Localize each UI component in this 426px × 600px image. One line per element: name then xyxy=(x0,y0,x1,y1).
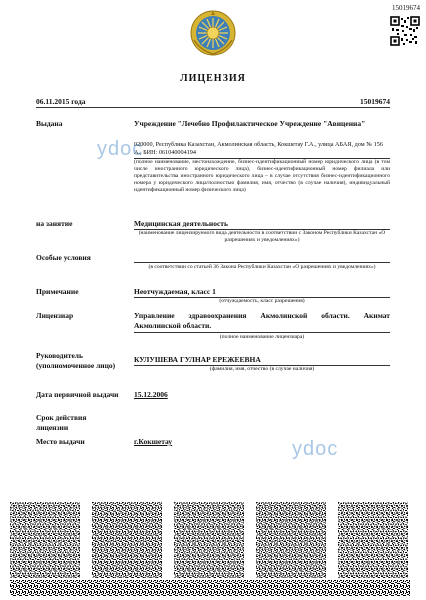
issued-address: 020000, Республика Казахстан, Акмолинская область, Кокшетау Г.А., улица АБАЯ, дом № 156 А., БИН: 061040004194 xyxy=(134,141,383,156)
page-title: ЛИЦЕНЗИЯ xyxy=(180,73,246,84)
qr-code xyxy=(390,16,420,46)
watermark-ydoc-2: ydoc xyxy=(292,438,339,460)
activity-label: на занятие xyxy=(36,219,73,228)
conditions-caption: (в соответствии со статьей 36 Закона Республики Казахстан «О разрешениях и уведомлениях») xyxy=(148,264,376,270)
security-barcode-5 xyxy=(338,502,408,578)
first-issue-label: Дата первичной выдачи xyxy=(36,390,119,399)
state-emblem-icon xyxy=(190,10,236,56)
issued-caption: (полное наименование, местонахождение, бизнес-идентификационный номер юридического лица (в том числе иностранного юридического лица), бизнес-идентификационный номер филиала или представительства иностранного юридического лица – в случае отсутствия бизнес-идентификационного номера у юридического лица/полностью фамилия, имя, отчество (в случае наличия), индивидуальный идентификационный номер физического лица) xyxy=(134,159,390,193)
head-label: Руководитель xyxy=(36,351,83,360)
license-number: 15019674 xyxy=(360,97,390,106)
head-value: КУЛУШЕВА ГУЛНАР ЕРЕЖЕЕВНА xyxy=(134,355,261,364)
note-label: Примечание xyxy=(36,287,79,296)
conditions-label: Особые условия xyxy=(36,253,91,262)
security-barcode-3 xyxy=(174,502,244,578)
document-number-top: 15019674 xyxy=(392,4,420,12)
licensor-label: Лицензиар xyxy=(36,311,74,320)
activity-value: Медицинская деятельность xyxy=(134,219,228,228)
head-label-sub: (уполномоченное лицо) xyxy=(36,361,116,370)
issued-label: Выдана xyxy=(36,119,63,128)
watermark-ydoc-1: ydoc xyxy=(97,138,144,160)
licensor-caption: (полное наименование лицензиара) xyxy=(219,334,305,340)
license-date: 06.11.2015 года xyxy=(36,97,86,106)
place-value: г.Кокшетау xyxy=(134,437,173,446)
security-barcode-4 xyxy=(256,502,326,578)
note-caption: (отчуждаемость, класс разрешения) xyxy=(219,298,305,304)
validity-label-sub: лицензии xyxy=(36,423,69,432)
licensor-value: Управление здравоохранения Акмолинской области. Акимат Акмолинской области. xyxy=(134,311,390,330)
head-caption: (фамилия, имя, отчество (в случае наличия) xyxy=(209,366,315,372)
validity-label: Срок действия xyxy=(36,413,87,422)
activity-caption: (наименование лицензируемого вида деятельности в соответствии с Законом Республики Казахстан «О разрешениях и уведомлениях») xyxy=(138,230,386,243)
security-barcode-1 xyxy=(10,502,80,578)
first-issue-value: 15.12.2006 xyxy=(134,390,168,399)
security-barcode-strip xyxy=(10,580,410,596)
issued-organization: Учреждение "Лечебно Профилактическое Учреждение "Авиценна" xyxy=(134,119,366,128)
place-label: Место выдачи xyxy=(36,437,85,446)
note-value: Неотчуждаемая, класс 1 xyxy=(134,287,216,296)
security-barcode-2 xyxy=(92,502,162,578)
